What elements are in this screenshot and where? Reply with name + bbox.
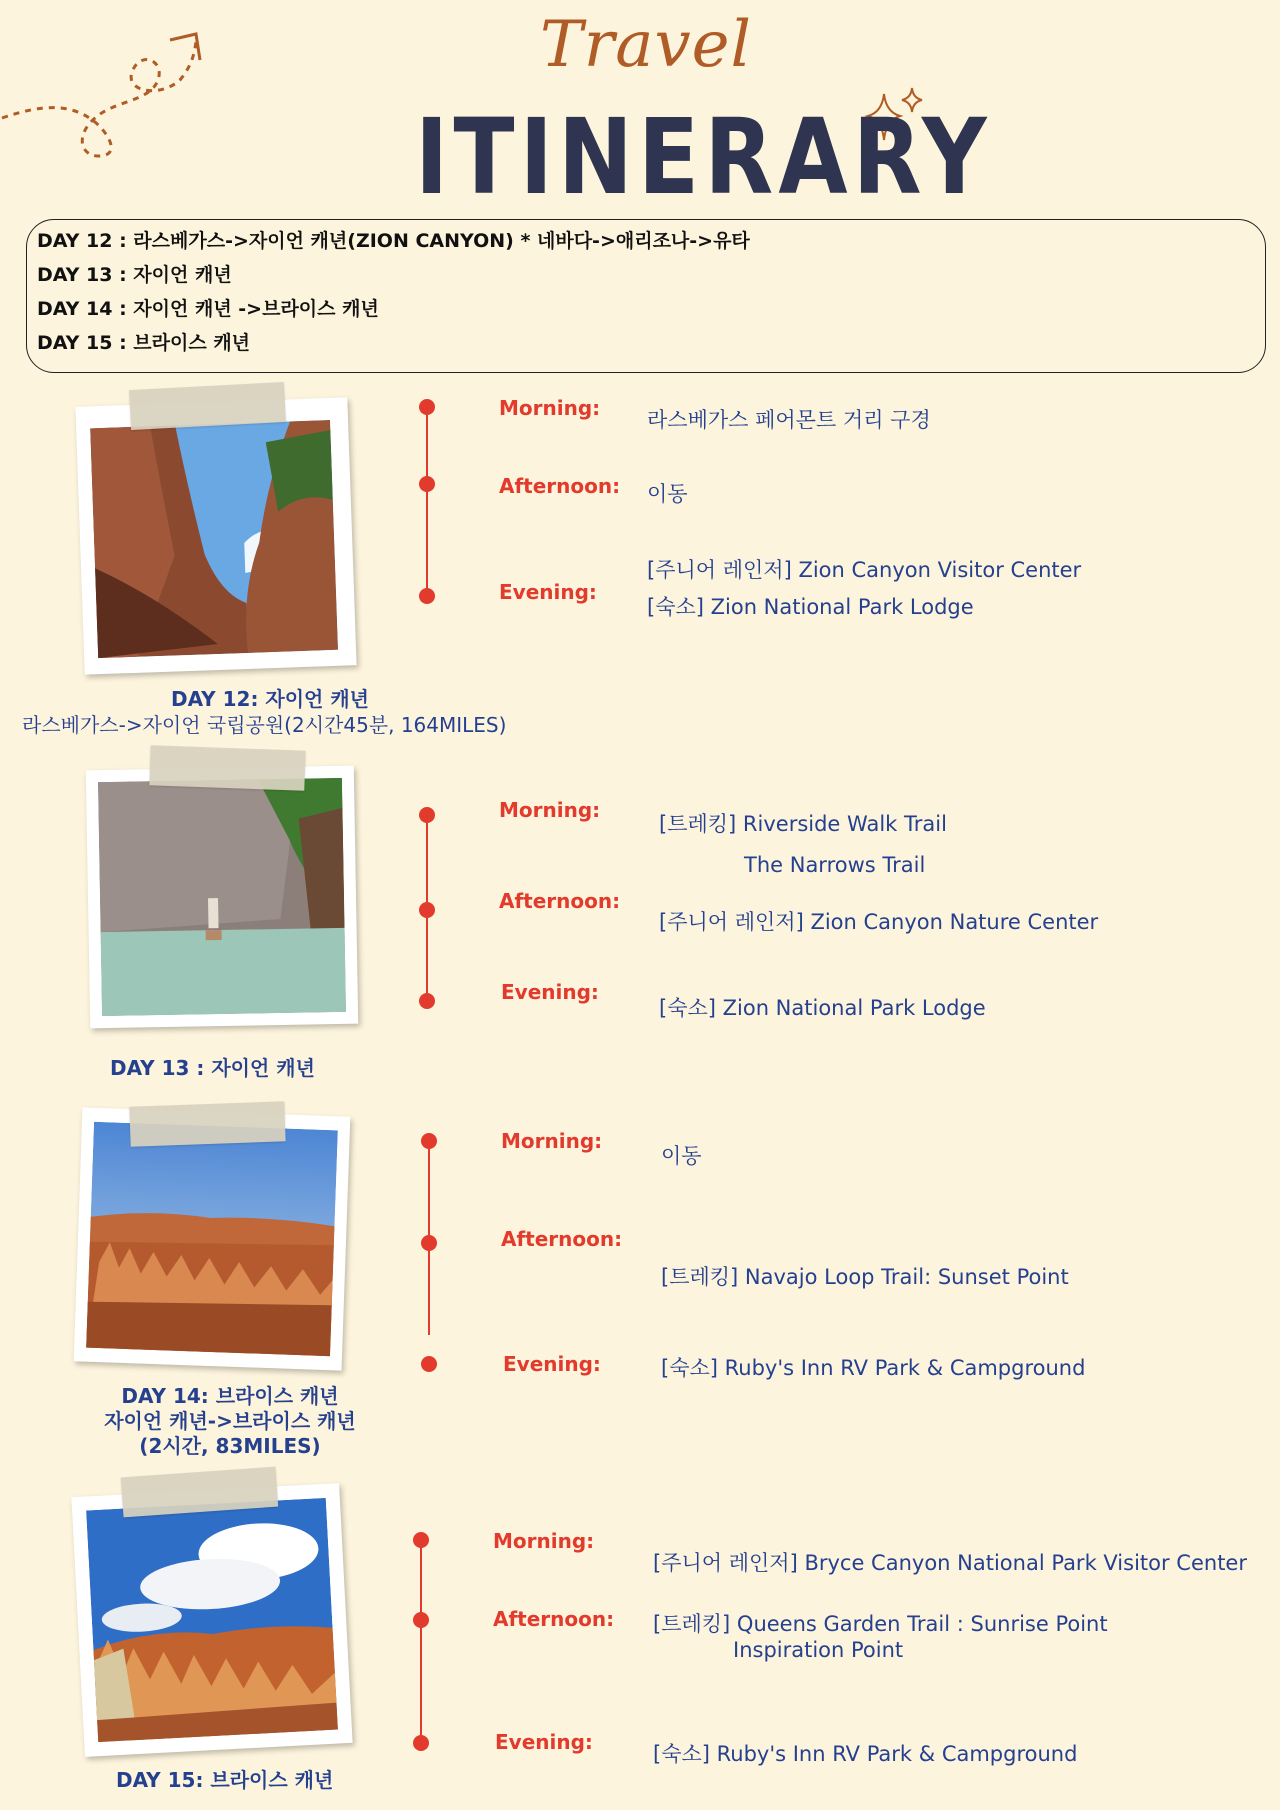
- caption-line: 자이언 캐년->브라이스 캐년: [104, 1409, 356, 1433]
- evening-label: Evening:: [501, 980, 599, 1004]
- activity-text: 이동: [661, 1144, 702, 1168]
- timeline-dot: [421, 1356, 437, 1372]
- timeline-dot: [413, 1612, 429, 1628]
- evening-label: Evening:: [503, 1352, 601, 1376]
- activity-text: 이동: [647, 482, 688, 506]
- timeline-dot: [419, 993, 435, 1009]
- photo-frame: [74, 1107, 351, 1370]
- timeline-line: [420, 1540, 422, 1745]
- photo-frame: [71, 1483, 352, 1757]
- activity-text: [트레킹] Queens Garden Trail : Sunrise Point: [653, 1612, 1108, 1636]
- dashed-arrow-icon: [0, 10, 210, 160]
- activity-text: [트레킹] Riverside Walk Trail: [659, 812, 947, 836]
- summary-line: DAY 15 : 브라이스 캐년: [37, 332, 251, 354]
- script-title: Travel: [540, 8, 752, 82]
- activity-text: [주니어 레인저] Zion Canyon Visitor Center: [647, 558, 1082, 582]
- day-caption: DAY 13 : 자이언 캐년: [110, 1056, 315, 1080]
- timeline-line: [426, 406, 428, 596]
- activity-text: 라스베가스 페어몬트 거리 구경: [647, 408, 931, 432]
- timeline-dot: [419, 902, 435, 918]
- activity-text: [숙소] Zion National Park Lodge: [659, 996, 986, 1020]
- timeline-dot: [419, 807, 435, 823]
- photo-frame: [86, 766, 358, 1029]
- timeline-dot: [421, 1235, 437, 1251]
- morning-label: Morning:: [501, 1129, 603, 1153]
- timeline-dot: [413, 1735, 429, 1751]
- afternoon-label: Afternoon:: [499, 889, 621, 913]
- caption-line: DAY 14: 브라이스 캐년: [121, 1384, 339, 1408]
- bryce-clouds-photo: [86, 1498, 338, 1742]
- timeline-dot: [419, 588, 435, 604]
- tape-strip: [129, 1101, 285, 1146]
- tape-strip: [129, 382, 286, 430]
- morning-label: Morning:: [499, 396, 601, 420]
- itinerary-summary-box: [26, 219, 1266, 373]
- summary-line: DAY 13 : 자이언 캐년: [37, 264, 232, 286]
- page-title: ITINERARY: [415, 96, 992, 218]
- evening-label: Evening:: [495, 1730, 593, 1754]
- tape-strip: [149, 745, 305, 790]
- activity-text: [트레킹] Navajo Loop Trail: Sunset Point: [661, 1265, 1069, 1289]
- caption-line: (2시간, 83MILES): [139, 1434, 321, 1458]
- day-caption: DAY 15: 브라이스 캐년: [116, 1768, 334, 1792]
- activity-text: [숙소] Ruby's Inn RV Park & Campground: [653, 1742, 1078, 1766]
- activity-text: [주니어 레인저] Bryce Canyon National Park Visitor Center: [653, 1551, 1247, 1575]
- zion-canyon-photo: [90, 420, 338, 658]
- day-caption: [80, 1384, 380, 1459]
- activity-text: [주니어 레인저] Zion Canyon Nature Center: [659, 910, 1099, 934]
- timeline-dot: [421, 1133, 437, 1149]
- afternoon-label: Afternoon:: [501, 1227, 623, 1251]
- summary-line: DAY 14 : 자이언 캐년 ->브라이스 캐년: [37, 298, 379, 320]
- activity-text: Inspiration Point: [733, 1638, 904, 1662]
- narrows-photo: [98, 778, 346, 1016]
- day-caption: DAY 12: 자이언 캐년: [171, 687, 369, 711]
- activity-text: [숙소] Zion National Park Lodge: [647, 595, 974, 619]
- morning-label: Morning:: [499, 798, 601, 822]
- activity-text: [숙소] Ruby's Inn RV Park & Campground: [661, 1356, 1086, 1380]
- timeline-dot: [419, 476, 435, 492]
- summary-line: DAY 12 : 라스베가스->자이언 캐년(ZION CANYON) * 네바다->애리조나->유타: [37, 230, 750, 252]
- timeline-dot: [419, 399, 435, 415]
- morning-label: Morning:: [493, 1529, 595, 1553]
- activity-text: The Narrows Trail: [744, 853, 926, 877]
- afternoon-label: Afternoon:: [493, 1607, 615, 1631]
- timeline-dot: [413, 1532, 429, 1548]
- day-subcaption: 라스베가스->자이언 국립공원(2시간45분, 164MILES): [22, 713, 507, 737]
- photo-frame: [75, 397, 356, 674]
- bryce-canyon-photo: [86, 1122, 338, 1356]
- afternoon-label: Afternoon:: [499, 474, 621, 498]
- evening-label: Evening:: [499, 580, 597, 604]
